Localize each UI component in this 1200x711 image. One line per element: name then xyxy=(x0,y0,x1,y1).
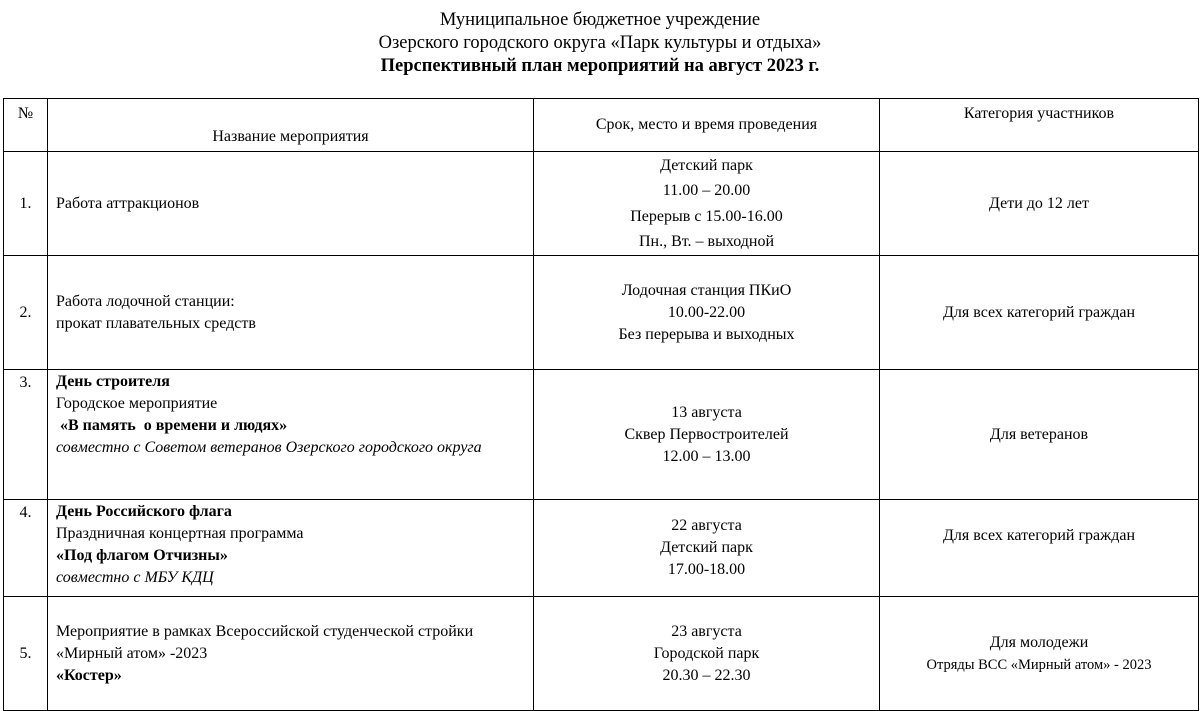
category-line: Для всех категорий граждан xyxy=(942,527,1136,544)
event-place-cell xyxy=(534,256,880,370)
place-line: 10.00-22.00 xyxy=(667,303,746,321)
place-line: Детский парк xyxy=(660,156,753,174)
event-place-cell xyxy=(534,500,880,597)
event-type: Городское мероприятие xyxy=(56,395,218,412)
place-line: 13 августа xyxy=(671,403,742,421)
place-line: 11.00 – 20.00 xyxy=(662,182,751,199)
category-line: Отряды ВСС «Мирный атом» - 2023 xyxy=(926,656,1152,673)
place-line: 12.00 – 13.00 xyxy=(662,447,751,465)
row-number: 3. xyxy=(4,370,48,500)
event-name: Мероприятие в рамках Всероссийской студенческой стройки «Мирный атом» -2023 xyxy=(56,622,474,662)
place-line: Лодочная станция ПКиО xyxy=(621,281,792,299)
table-row xyxy=(4,597,1199,711)
place-line: 22 августа xyxy=(671,517,742,534)
place-line: Городской парк xyxy=(653,644,760,662)
table-row xyxy=(4,500,1199,597)
event-name-cell xyxy=(48,500,534,597)
place-line: Детский парк xyxy=(660,539,753,556)
category-line: Дети до 12 лет xyxy=(989,194,1089,212)
header-line-2: Озерского городского округа «Парк культуры и отдыха» xyxy=(378,33,822,53)
event-name: День строителя xyxy=(56,373,170,390)
column-header-place: Срок, место и время проведения xyxy=(534,99,880,152)
category-cell xyxy=(880,500,1199,597)
row-number: 4. xyxy=(4,500,48,597)
table-row xyxy=(4,152,1199,256)
event-name: День Российского флага xyxy=(56,503,232,520)
place-line: 17.00-18.00 xyxy=(667,561,746,578)
event-partner: совместно с Советом ветеранов Озерского городского округа xyxy=(56,439,482,456)
event-name: Работа лодочной станции: xyxy=(56,292,235,310)
category-cell xyxy=(880,370,1199,500)
event-type: Праздничная концертная программа xyxy=(56,525,304,542)
event-name-cell xyxy=(48,256,534,370)
event-title: «Под флагом Отчизны» xyxy=(56,547,228,564)
event-description: прокат плавательных средств xyxy=(56,314,256,332)
document-header xyxy=(0,9,1200,78)
event-name-cell xyxy=(48,370,534,500)
event-place-cell xyxy=(534,370,880,500)
event-place-cell xyxy=(534,597,880,711)
event-title: «В память о времени и людях» xyxy=(56,417,288,434)
event-place-cell xyxy=(534,152,880,256)
category-cell xyxy=(880,597,1199,711)
category-line: Для ветеранов xyxy=(989,425,1089,443)
row-number: 1. xyxy=(4,152,48,256)
event-title: «Костер» xyxy=(56,666,122,684)
column-header-name: Название мероприятия xyxy=(48,99,534,152)
place-line: Сквер Первостроителей xyxy=(624,425,789,443)
event-name-cell xyxy=(48,152,534,256)
header-line-1: Муниципальное бюджетное учреждение xyxy=(439,10,761,30)
place-line: 23 августа xyxy=(671,622,742,640)
header-title: Перспективный план мероприятий на август 2023 г. xyxy=(380,56,820,76)
place-line: Перерыв с 15.00-16.00 xyxy=(630,207,783,225)
table-header-row xyxy=(4,99,1199,152)
category-cell xyxy=(880,256,1199,370)
event-partner: совместно с МБУ КДЦ xyxy=(56,569,214,586)
place-line: Без перерыва и выходных xyxy=(618,325,795,343)
row-number: 2. xyxy=(4,256,48,370)
category-cell xyxy=(880,152,1199,256)
category-line: Для всех категорий граждан xyxy=(942,303,1136,321)
events-table xyxy=(3,98,1199,711)
event-name-cell xyxy=(48,597,534,711)
place-line: Пн., Вт. – выходной xyxy=(638,233,775,250)
column-header-category: Категория участников xyxy=(880,99,1199,152)
table-row xyxy=(4,370,1199,500)
event-name: Работа аттракционов xyxy=(56,194,200,212)
category-line: Для молодежи xyxy=(989,633,1089,651)
place-line: 20.30 – 22.30 xyxy=(662,666,751,684)
column-header-num: № xyxy=(4,99,48,152)
table-row xyxy=(4,256,1199,370)
row-number: 5. xyxy=(4,597,48,711)
